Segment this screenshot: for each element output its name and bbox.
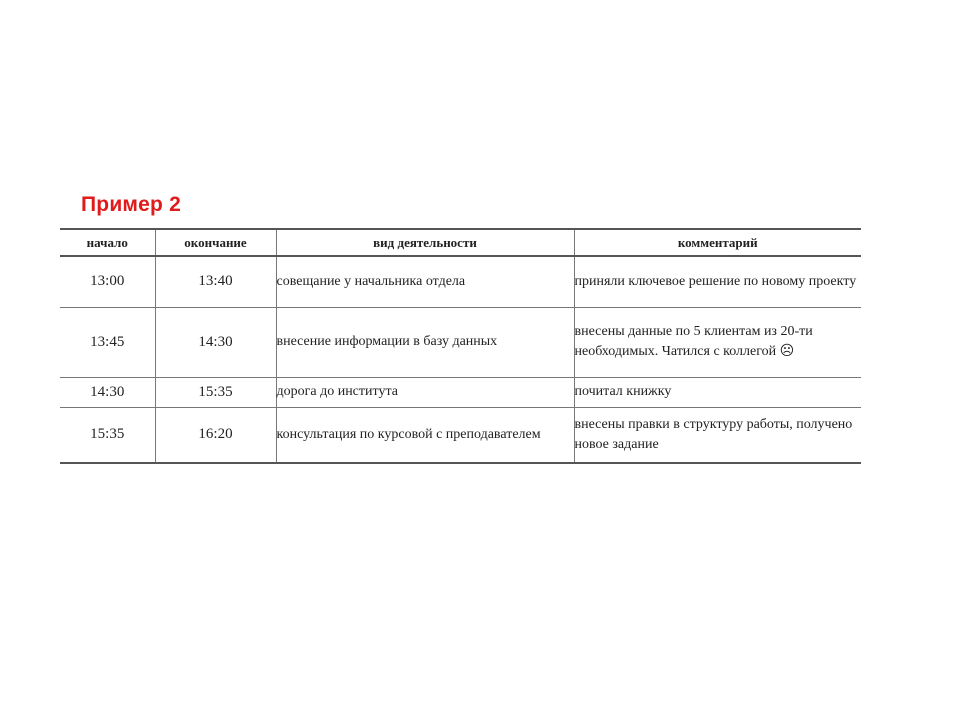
header-comment: комментарий [574,229,861,256]
comment: внесены правки в структуру работы, получено новое задание [574,407,861,463]
table-row [60,407,861,463]
end-time: 14:30 [155,307,276,377]
activity-type: консультация по курсовой с преподавателем [276,407,574,463]
header-end: окончание [155,229,276,256]
activity-type: дорога до института [276,377,574,407]
end-time: 16:20 [155,407,276,463]
start-time: 14:30 [60,377,155,407]
end-time: 13:40 [155,256,276,307]
end-time: 15:35 [155,377,276,407]
table-row [60,307,861,377]
activity-type: внесение информации в базу данных [276,307,574,377]
start-time: 13:00 [60,256,155,307]
header-start: начало [60,229,155,256]
table-row [60,256,861,307]
header-activity: вид деятельности [276,229,574,256]
table-row [60,377,861,407]
comment: внесены данные по 5 клиентам из 20-ти необходимых. Чатился с коллегой ☹ [574,307,861,377]
activity-type: совещание у начальника отдела [276,256,574,307]
comment: почитал книжку [574,377,861,407]
activity-log-table [60,228,861,464]
comment: приняли ключевое решение по новому проекту [574,256,861,307]
table-header-row [60,229,861,256]
example-title: Пример 2 [81,193,181,216]
start-time: 13:45 [60,307,155,377]
start-time: 15:35 [60,407,155,463]
